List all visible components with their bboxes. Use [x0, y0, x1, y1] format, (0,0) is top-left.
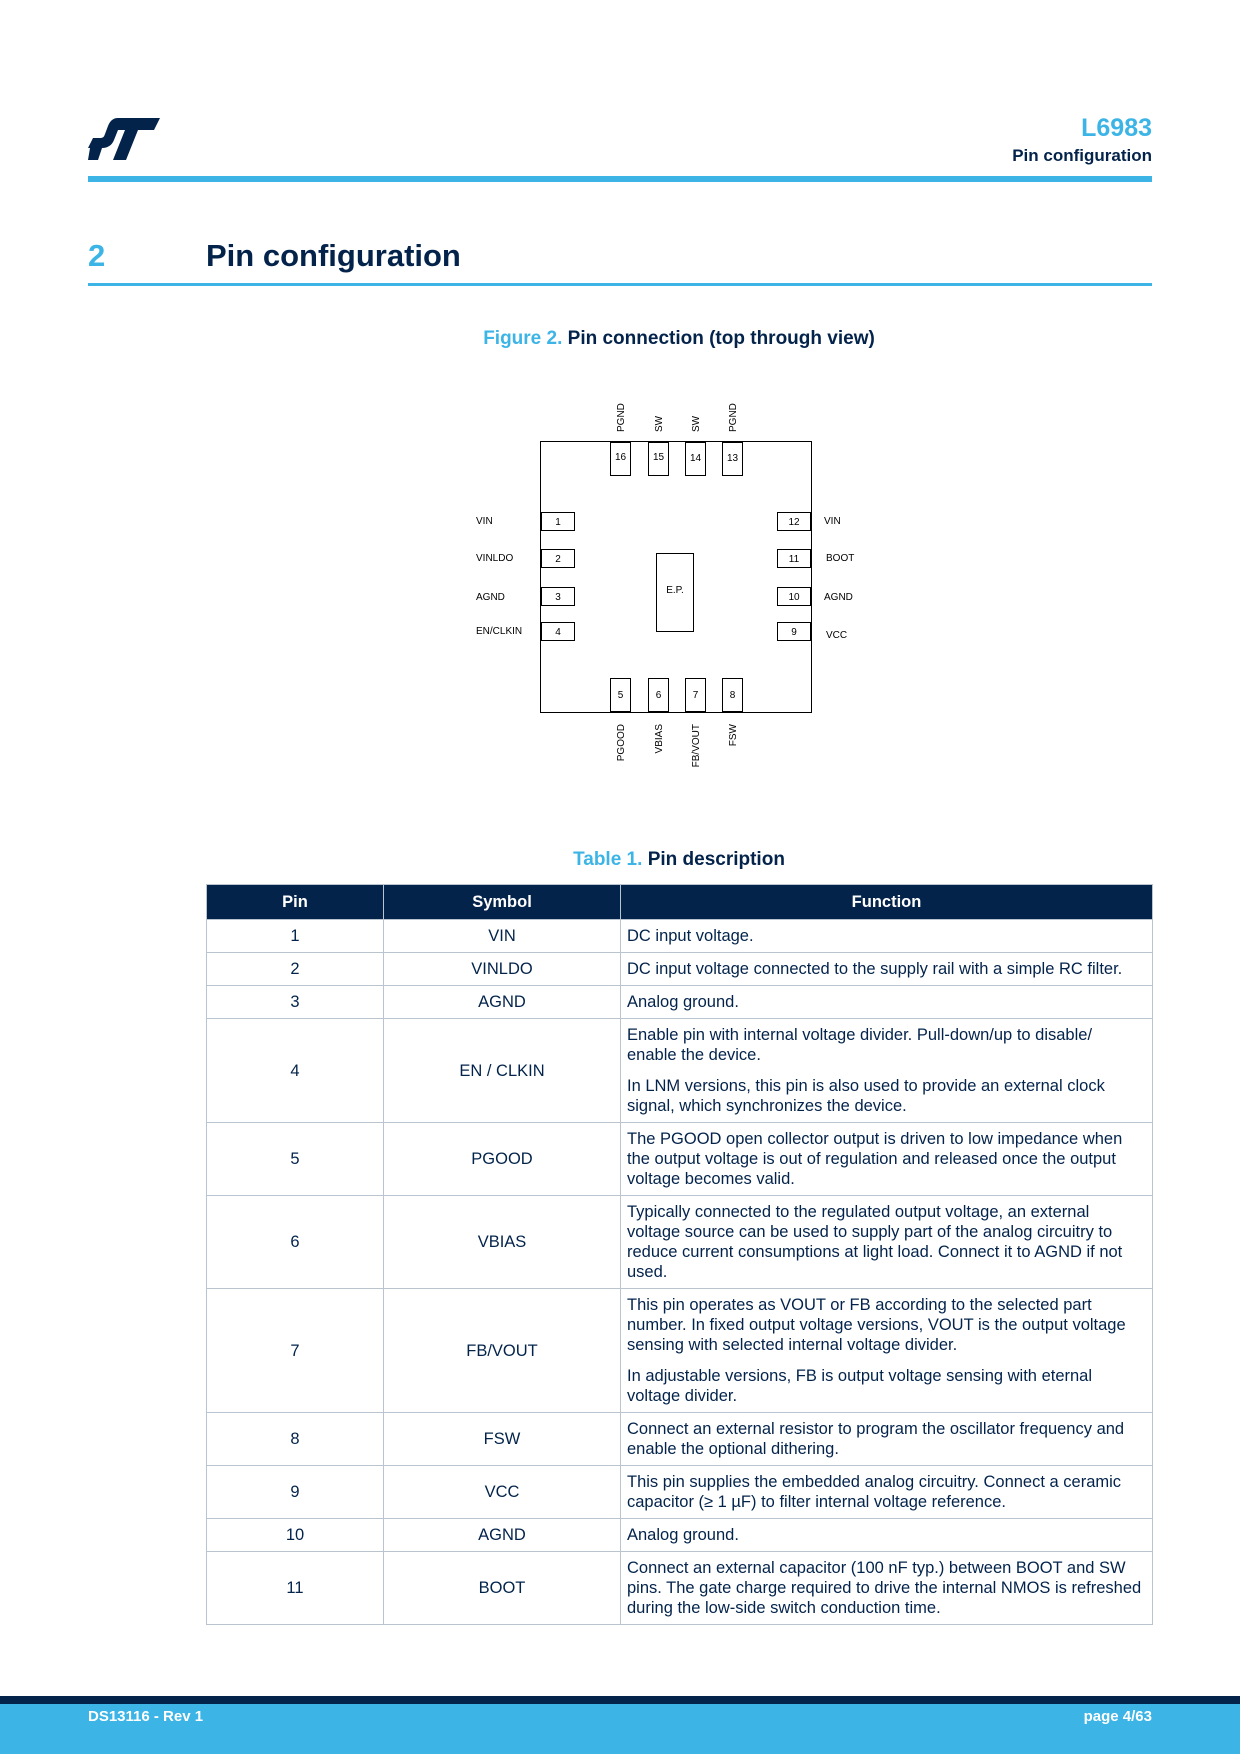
bottom-pin [649, 679, 669, 754]
pin-label: VIN [476, 516, 493, 527]
pin-number: 12 [788, 517, 800, 528]
right-pin [778, 623, 848, 642]
pin-cell: 6 [207, 1196, 384, 1289]
function-text: DC input voltage connected to the supply rail with a simple RC filter. [627, 960, 1123, 978]
function-cell [621, 920, 1153, 953]
left-pin [476, 623, 575, 641]
pin-label: VCC [826, 630, 848, 641]
function-text: Enable pin with internal voltage divider. Pull-down/up to disable/ enable the device. [627, 1026, 1093, 1064]
pin-number: 8 [729, 690, 736, 701]
table-row [207, 920, 1153, 953]
pin-label: FSW [728, 724, 739, 747]
left-pin [476, 588, 575, 606]
table-caption [0, 849, 1240, 871]
function-cell [621, 1196, 1153, 1289]
left-pin [476, 513, 575, 531]
pin-label: AGND [476, 592, 505, 603]
section-number: 2 [88, 238, 106, 273]
function-cell [621, 1413, 1153, 1466]
header-section-name: Pin configuration [1012, 146, 1152, 165]
package-outline [541, 442, 812, 713]
pin-cell: 5 [207, 1123, 384, 1196]
right-pin [778, 550, 855, 568]
header-function: Function [621, 885, 1153, 920]
table-row [207, 1466, 1153, 1519]
section-title: Pin configuration [206, 238, 461, 273]
function-text: Analog ground. [627, 993, 739, 1011]
pin-label: PGOOD [616, 724, 627, 762]
pin-label: VBIAS [654, 724, 665, 754]
pin-number: 11 [788, 554, 800, 565]
top-pin [649, 415, 669, 475]
function-text: This pin supplies the embedded analog circuitry. Connect a ceramic capacitor (≥ 1 µF) to filter internal voltage reference. [627, 1473, 1122, 1511]
figure-caption [0, 328, 1240, 350]
pin-cell: 4 [207, 1019, 384, 1123]
pin-cell: 1 [207, 920, 384, 953]
symbol-cell: VBIAS [384, 1196, 621, 1289]
function-cell [621, 986, 1153, 1019]
pin-number: 7 [692, 690, 699, 701]
pin-cell: 8 [207, 1413, 384, 1466]
function-cell [621, 1552, 1153, 1625]
pin-cell: 3 [207, 986, 384, 1019]
pin-cell: 10 [207, 1519, 384, 1552]
function-text: In adjustable versions, FB is output voltage sensing with eternal voltage divider. [627, 1367, 1093, 1405]
pin-number: 16 [614, 452, 627, 463]
pin-number: 14 [689, 453, 702, 464]
table-header-row [207, 885, 1153, 920]
pin-diagram [460, 390, 880, 770]
header-pin: Pin [207, 885, 384, 920]
document-id: DS13116 - Rev 1 [88, 1708, 204, 1725]
function-cell [621, 1519, 1153, 1552]
section-rule [88, 283, 1152, 286]
symbol-cell: PGOOD [384, 1123, 621, 1196]
pin-number: 15 [652, 452, 665, 463]
function-text: In LNM versions, this pin is also used to provide an external clock signal, which synchronizes the device. [627, 1077, 1105, 1115]
function-cell [621, 1019, 1153, 1123]
table-row [207, 1123, 1153, 1196]
symbol-cell: VINLDO [384, 953, 621, 986]
pin-number: 10 [788, 592, 800, 603]
header-rule [88, 176, 1152, 182]
pin-label: VIN [824, 516, 841, 527]
function-text: Connect an external capacitor (100 nF typ.) between BOOT and SW pins. The gate charge required to drive the internal NMOS is refreshed during the low-side switch conduction time. [627, 1559, 1142, 1617]
pin-label: FB/VOUT [691, 724, 702, 768]
pin-label: BOOT [826, 553, 855, 564]
pin-cell: 9 [207, 1466, 384, 1519]
function-text: This pin operates as VOUT or FB according to the selected part number. In fixed output voltage versions, VOUT is the output voltage sensing with selected internal voltage divider. [627, 1296, 1126, 1354]
footer-rule [0, 1696, 1240, 1704]
function-cell [621, 1466, 1153, 1519]
top-pin [611, 403, 631, 475]
table-row [207, 1019, 1153, 1123]
pin-number: 9 [791, 627, 797, 638]
pin-cell: 2 [207, 953, 384, 986]
pin-number: 3 [555, 592, 561, 603]
function-cell [621, 1123, 1153, 1196]
pin-cell: 11 [207, 1552, 384, 1625]
symbol-cell: VIN [384, 920, 621, 953]
pin-label: VINLDO [476, 553, 514, 564]
pin-label: SW [654, 415, 665, 432]
st-logo [88, 118, 160, 160]
symbol-cell: AGND [384, 986, 621, 1019]
pin-number: 2 [555, 554, 561, 565]
bottom-pin [611, 679, 631, 762]
pin-label: PGND [616, 403, 627, 432]
top-pin [723, 403, 743, 475]
pin-number: 4 [555, 627, 561, 638]
function-text: DC input voltage. [627, 927, 754, 945]
pin-number: 13 [726, 453, 739, 464]
header-symbol: Symbol [384, 885, 621, 920]
pin-label: SW [691, 415, 702, 432]
figure-caption-prefix: Figure 2. [483, 328, 563, 349]
function-cell [621, 1289, 1153, 1413]
symbol-cell: EN / CLKIN [384, 1019, 621, 1123]
symbol-cell: BOOT [384, 1552, 621, 1625]
table-row [207, 1289, 1153, 1413]
function-text: The PGOOD open collector output is driven to low impedance when the output voltage is out of regulation and released once the output voltage becomes valid. [627, 1130, 1123, 1188]
table-row [207, 1196, 1153, 1289]
page-number: page 4/63 [1083, 1708, 1152, 1725]
table-row [207, 1552, 1153, 1625]
pin-cell: 7 [207, 1289, 384, 1413]
right-pin [778, 588, 853, 606]
table-row [207, 953, 1153, 986]
pin-number: 5 [617, 690, 624, 701]
pin-label: PGND [728, 403, 739, 432]
figure-caption-text: Pin connection (top through view) [567, 328, 875, 349]
symbol-cell: AGND [384, 1519, 621, 1552]
symbol-cell: FSW [384, 1413, 621, 1466]
table-caption-prefix: Table 1. [573, 849, 643, 870]
exposed-pad-label: E.P. [666, 585, 684, 596]
function-text: Typically connected to the regulated output voltage, an external voltage source can be used to supply part of the analog circuitry to reduce current consumptions at light load. Connect it to AGND if not used. [627, 1203, 1123, 1281]
pin-description-table [206, 884, 1153, 1625]
function-text: Analog ground. [627, 1526, 739, 1544]
part-number: L6983 [1081, 114, 1152, 142]
symbol-cell: FB/VOUT [384, 1289, 621, 1413]
pin-label: AGND [824, 592, 853, 603]
table-row [207, 1519, 1153, 1552]
pin-label: EN/CLKIN [476, 626, 523, 637]
top-pin [686, 415, 706, 475]
bottom-pin [686, 679, 706, 768]
pin-number: 6 [655, 690, 662, 701]
table-caption-text: Pin description [647, 849, 785, 870]
right-pin [778, 513, 841, 531]
function-cell [621, 953, 1153, 986]
pin-number: 1 [555, 517, 561, 528]
left-pin [476, 550, 575, 568]
table-row [207, 986, 1153, 1019]
table-row [207, 1413, 1153, 1466]
function-text: Connect an external resistor to program the oscillator frequency and enable the optional dithering. [627, 1420, 1125, 1458]
symbol-cell: VCC [384, 1466, 621, 1519]
